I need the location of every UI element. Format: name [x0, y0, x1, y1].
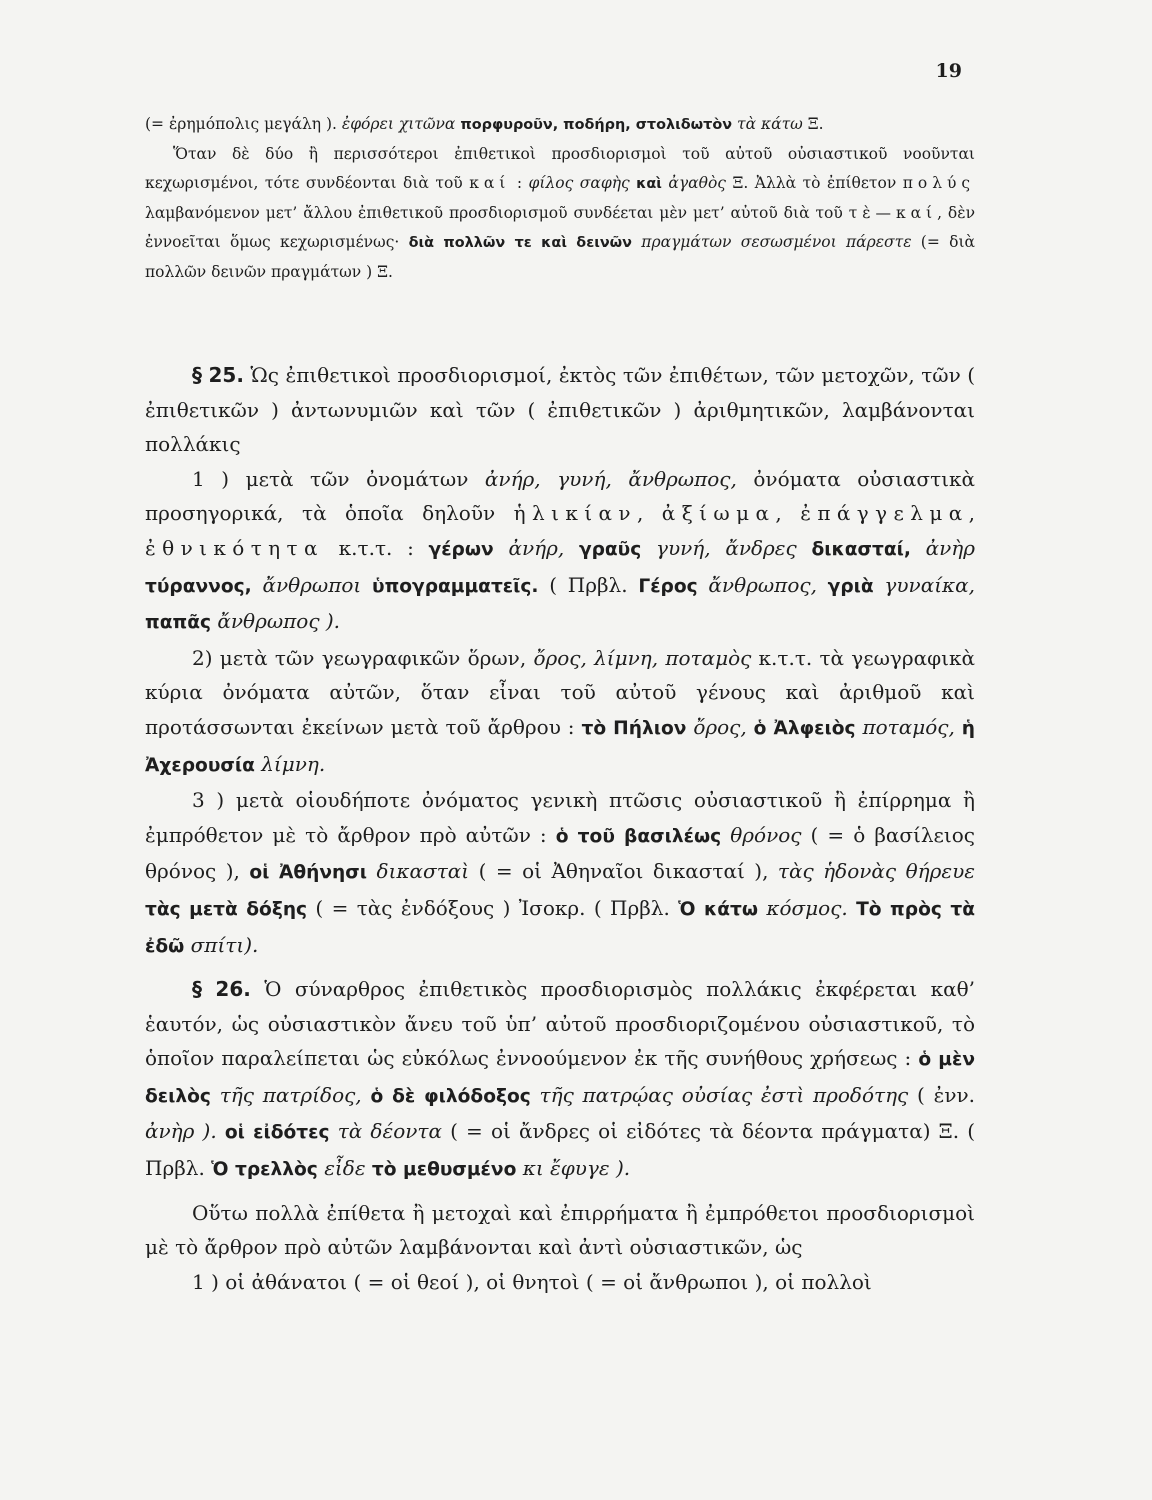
bold-text: ὑπογραμματεῖς. — [372, 575, 539, 597]
italic-text: κι ἔφυγε ). — [522, 1156, 631, 1181]
spaced-text: ἐπάγγελμα — [800, 501, 969, 526]
text: Ξ. Ἀλλὰ τὸ ἐπίθετον — [725, 174, 903, 192]
paragraph-eremopolis — [145, 110, 975, 140]
section-26 — [145, 972, 975, 1188]
italic-text: γυνή, ἄνδρες — [656, 535, 797, 560]
bold-text: τὸ Πήλιον — [581, 717, 687, 739]
spaced-text: ἡλικίαν — [513, 501, 637, 526]
section-number: 26. — [215, 977, 251, 1002]
italic-text: δικασταὶ — [376, 859, 470, 884]
text: Ὅταν δὲ δύο ἢ περισσότεροι ἐπιθετικοὶ προσδιορισμοὶ τοῦ αὐτοῦ οὐσιαστικοῦ νοοῦνται κεχωρισμένοι, τότε συνδέονται διὰ τοῦ — [145, 145, 975, 192]
italic-text: σπίτι). — [190, 932, 259, 957]
text: (= διὰ πολλῶν δεινῶν πραγμάτων ) Ξ. — [145, 233, 975, 281]
bold-text: οἱ εἰδότες — [224, 1122, 330, 1144]
section-mark: § — [192, 977, 202, 1002]
italic-text: ἀνήρ, — [508, 535, 565, 560]
italic-text: φίλος σαφὴς — [528, 174, 630, 192]
bold-text: Ὁ τρελλὸς — [211, 1159, 318, 1181]
italic-text: λίμνη. — [261, 751, 326, 776]
italic-text: τὰ δέοντα — [337, 1119, 442, 1144]
bold-text: διὰ πολλῶν τε καὶ δεινῶν — [408, 235, 632, 251]
bold-text: τὰς μετὰ δόξης — [145, 898, 308, 920]
italic-text: πραγμάτων σεσωσμένοι πάρεστε — [641, 233, 912, 251]
paragraph-multiple-attributes — [145, 140, 975, 287]
spaced-text: πολύς — [902, 174, 975, 192]
spaced-text: καί — [469, 174, 511, 192]
text: κ.τ.τ. : — [323, 535, 429, 560]
italic-text: τῆς πατρῴας οὐσίας ἐστὶ προδότης — [539, 1082, 909, 1107]
bold-text: ὁ μὲν δειλὸς — [145, 1049, 975, 1107]
section-number: 25. — [208, 363, 244, 387]
text: ( = ὁ βασίλειος θρόνος ), — [145, 822, 976, 884]
italic-text: ἐφόρει χιτῶνα — [341, 115, 456, 133]
text: 1 ) μετὰ τῶν ὀνομάτων — [192, 466, 485, 491]
section-25 — [145, 358, 975, 462]
text: ( = τὰς ἐνδόξους ) Ἰσοκρ. ( Πρβλ. — [307, 895, 679, 920]
italic-text: ὄρος, — [693, 714, 747, 739]
text: 3 ) μετὰ οἱουδήποτε ὀνόματος γενικὴ πτῶσις οὐσιαστικοῦ ἢ ἐπίρρημα ἢ ἐμπρόθετον μὲ τὸ ἄρθρον πρὸ αὐτῶν : — [145, 788, 975, 847]
page-number: 19 — [935, 60, 962, 82]
bold-text: ὁ τοῦ βασιλέως — [555, 825, 722, 847]
italic-text: τῆς πατρίδος, — [219, 1082, 362, 1107]
italic-text: ἀγαθὸς — [668, 174, 726, 192]
text: ( ἐνν. — [908, 1082, 975, 1107]
text: Ὁ σύναρθρος ἐπιθετικὸς προσδιορισμὸς πολλάκις ἐκφέρεται καθ’ ἑαυτόν, ὡς οὐσιαστικὸν ἄνευ τοῦ ὑπ’ αὐτοῦ προσδιοριζομένου οὐσιαστικοῦ, τὸ ὁποῖον παραλείπεται ὡς εὐκόλως ἐννοούμενον ἐκ τῆς συνήθους χρήσεως : — [145, 977, 975, 1071]
bold-text: γέρων — [428, 538, 494, 560]
text: Οὕτω πολλὰ ἐπίθετα ἢ μετοχαὶ καὶ ἐπιρρήματα ἢ ἐμπρόθετοι προσδιορισμοὶ μὲ τὸ ἄρθρον πρὸ αὐτῶν λαμβάνονται καὶ ἀντὶ οὐσιαστικῶν, ὡς — [145, 1200, 975, 1260]
main-text-block — [145, 358, 975, 1299]
bold-text: Ὁ κάτω — [678, 898, 758, 920]
text: ( = οἱ ἄνδρες οἱ εἰδότες τὰ δέοντα πράγματα) Ξ. ( Πρβλ. — [145, 1119, 976, 1181]
item-3 — [145, 783, 975, 964]
bold-text: τὸ μεθυσμένο — [371, 1159, 517, 1181]
bold-text: Τὸ πρὸς τὰ ἐδῶ — [145, 898, 975, 957]
text: ( Πρβλ. — [538, 572, 639, 597]
bold-text: Γέρος — [638, 575, 698, 597]
text: 1 ) οἱ ἀθάνατοι ( = οἱ θεοί ), οἱ θνητοὶ ( = οἱ ἄνθρωποι ), οἱ πολλοὶ — [192, 1269, 872, 1294]
bold-text: καὶ — [636, 176, 662, 192]
text: , — [775, 501, 801, 526]
italic-text: εἶδε — [324, 1156, 366, 1181]
bold-text: γραῦς — [578, 538, 642, 560]
bold-text: δικασταί, — [811, 538, 911, 560]
italic-text: κόσμος. — [766, 895, 848, 920]
bold-text: ὁ Ἀλφειὸς — [753, 717, 856, 739]
italic-text: τὰς ἡδονὰς θήρευε — [777, 859, 975, 884]
text: (= ἐρημόπολις μεγάλη ). — [145, 115, 342, 133]
text: , δὲν ἐννοεῖται ὅμως κεχωρισμένως· — [145, 204, 975, 251]
paragraph-outo — [145, 1196, 975, 1265]
spaced-text: ἀξίωμα — [661, 501, 776, 526]
item-2 — [145, 641, 975, 783]
text: , — [636, 501, 662, 526]
italic-text: θρόνος — [730, 822, 802, 847]
italic-text: ἄνθρωπος ). — [217, 609, 341, 634]
bold-text: ὁ δὲ φιλόδοξος — [370, 1085, 531, 1107]
text: , — [968, 501, 976, 526]
text: 2) μετὰ τῶν γεωγραφικῶν ὅρων, — [192, 645, 534, 670]
italic-text: ἄνθρωπος, — [708, 572, 817, 597]
text: ὀνόματα οὐσιαστικὰ προσηγορικά, τὰ ὁποῖα δηλοῦν — [145, 466, 975, 526]
text: ( = οἱ Ἀθηναῖοι δικασταί ), — [469, 859, 778, 884]
bold-text: οἱ Ἀθήνησι — [249, 862, 368, 884]
text: λαμβανόμενον μετ’ ἄλλου ἐπιθετικοῦ προσδιορισμοῦ συνδέεται μὲν μετ’ αὐτοῦ διὰ τοῦ — [145, 204, 849, 222]
item-1 — [145, 462, 975, 641]
italic-text: ἄνθρωποι — [262, 572, 362, 597]
italic-text: ποταμός, — [862, 714, 955, 739]
bold-text: πορφυροῦν, ποδήρη, στολιδωτὸν — [460, 117, 733, 133]
bold-text: τύραννος, — [145, 575, 252, 597]
italic-text: τὰ κάτω — [737, 115, 803, 133]
spaced-text: τὲ—καί — [848, 204, 938, 222]
section-mark: § — [192, 363, 202, 387]
italic-text: ἀνήρ, γυνή, ἄνθρωπος, — [484, 466, 737, 491]
item-last — [145, 1265, 975, 1300]
text: : — [510, 174, 529, 192]
text: Ὡς ἐπιθετικοὶ προσδιορισμοί, ἐκτὸς τῶν ἐπιθέτων, τῶν μετοχῶν, τῶν ( ἐπιθετικῶν ) ἀντωνυμιῶν καὶ τῶν ( ἐπιθετικῶν ) ἀριθμητικῶν, λαμβάνονται πολλάκις — [145, 363, 976, 457]
small-print-block — [145, 110, 975, 287]
text: Ξ. — [802, 115, 824, 133]
italic-text: ἀνὴρ — [925, 535, 976, 560]
bold-text: παπᾶς — [145, 612, 211, 634]
bold-text: γριὰ — [827, 575, 874, 597]
italic-text: ἀνὴρ ). — [145, 1119, 217, 1144]
italic-text: ὄρος, λίμνη, ποταμὸς — [533, 645, 752, 670]
text: κ.τ.τ. τὰ γεωγραφικὰ κύρια ὀνόματα αὐτῶν, ὅταν εἶναι τοῦ αὐτοῦ γένους καὶ ἀριθμοῦ καὶ προτάσσωνται ἐκείνων μετὰ τοῦ ἄρθρου : — [145, 645, 975, 739]
bold-text: ἡ Ἀχερουσία — [145, 717, 976, 776]
spaced-text: ἐθνικότητα — [145, 535, 324, 560]
italic-text: γυναίκα, — [884, 572, 976, 597]
